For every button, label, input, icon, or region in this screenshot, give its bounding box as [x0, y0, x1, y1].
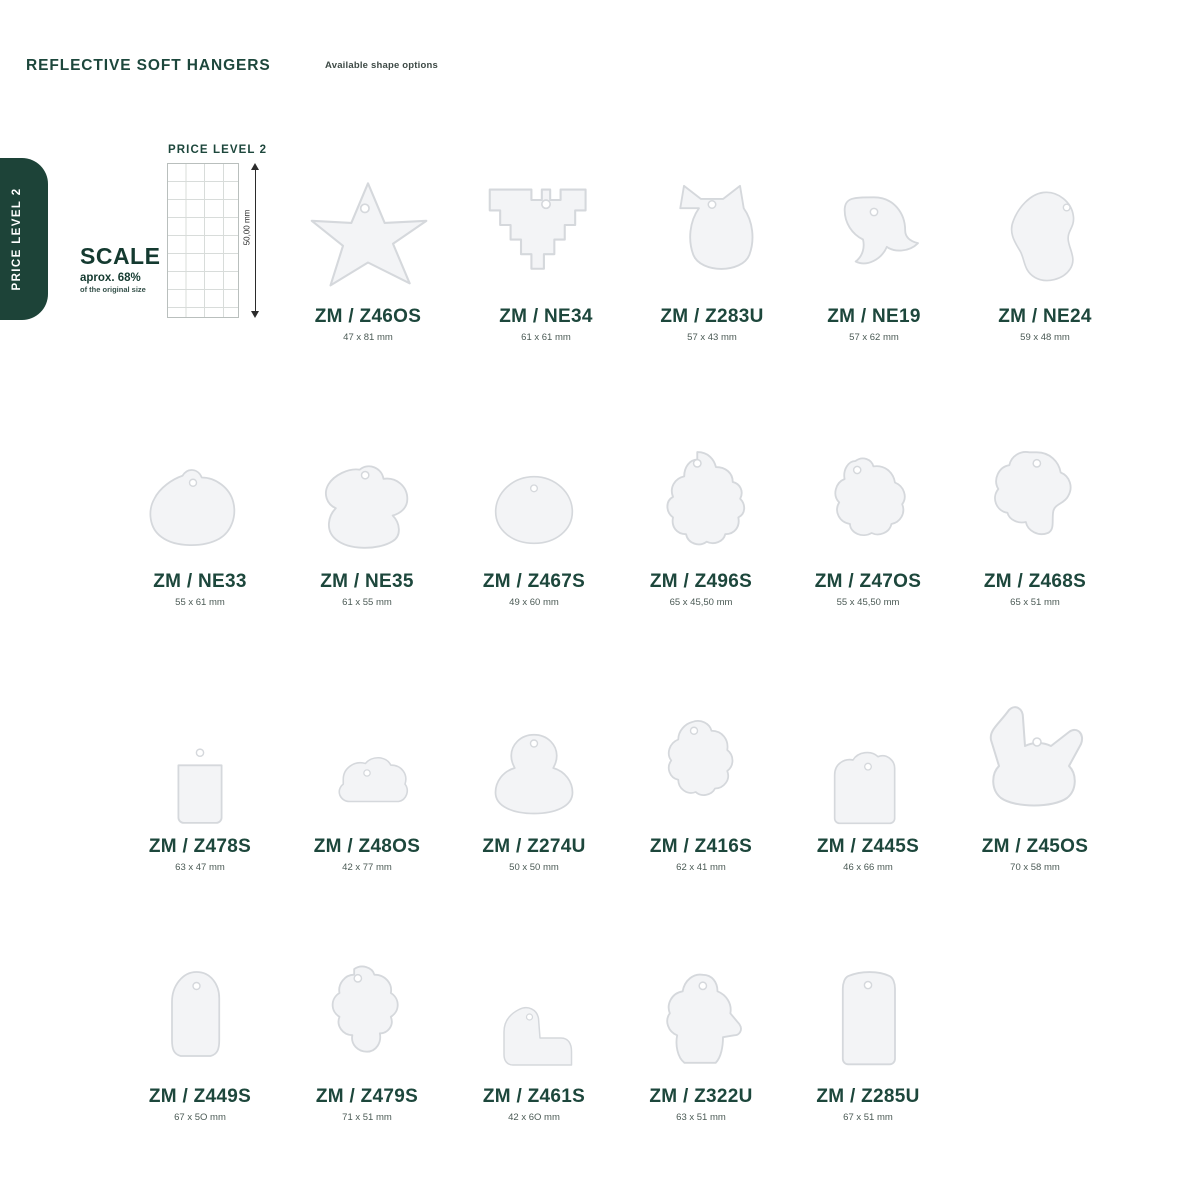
item-size: 42 x 6O mm	[508, 1112, 560, 1123]
shape-preview	[627, 170, 797, 300]
shape-preview	[789, 170, 959, 300]
shape-preview	[616, 435, 786, 565]
item-code: ZM / Z461S	[482, 1086, 586, 1107]
shape-item[interactable]	[950, 700, 1120, 873]
penguin-icon	[148, 955, 253, 1080]
scale-note: of the original size	[80, 285, 146, 294]
item-size: 47 x 81 mm	[343, 332, 393, 343]
shape-item[interactable]	[115, 950, 285, 1123]
shape-preview	[449, 435, 619, 565]
shape-preview	[783, 700, 953, 830]
shape-preview	[449, 950, 619, 1080]
shape-preview	[616, 700, 786, 830]
shape-preview	[449, 700, 619, 830]
bear-stand-icon	[312, 950, 422, 1080]
shape-preview	[115, 435, 285, 565]
item-code: ZM / NE24	[998, 306, 1092, 327]
item-size: 57 x 43 mm	[687, 332, 737, 343]
item-code: ZM / Z45OS	[981, 836, 1089, 857]
item-code: ZM / Z449S	[148, 1086, 252, 1107]
shape-item[interactable]	[449, 435, 619, 608]
item-size: 50 x 50 mm	[509, 862, 559, 873]
scale-text	[80, 243, 170, 294]
price-level-heading: PRICE LEVEL 2	[168, 144, 268, 156]
item-code: ZM / Z274U	[482, 836, 586, 857]
item-code: ZM / Z322U	[649, 1086, 753, 1107]
item-size: 67 x 5O mm	[174, 1112, 226, 1123]
shape-preview	[283, 170, 453, 300]
shape-item[interactable]	[616, 435, 786, 608]
item-code: ZM / NE19	[827, 306, 921, 327]
item-code: ZM / Z467S	[482, 571, 586, 592]
shape-item[interactable]	[282, 950, 452, 1123]
scale-word: SCALE	[80, 243, 161, 269]
item-size: 42 x 77 mm	[342, 862, 392, 873]
shape-item[interactable]	[115, 435, 285, 608]
item-code: ZM / NE35	[320, 571, 414, 592]
price-level-tab	[0, 158, 48, 320]
item-size: 49 x 60 mm	[509, 597, 559, 608]
item-code: ZM / NE34	[499, 306, 593, 327]
shape-item[interactable]	[461, 170, 631, 343]
scale-dimension-arrow	[242, 163, 264, 318]
dog-stand-icon	[980, 435, 1090, 565]
item-code: ZM / Z416S	[649, 836, 753, 857]
item-code: ZM / Z46OS	[314, 306, 422, 327]
shape-item[interactable]	[783, 950, 953, 1123]
item-code: ZM / Z47OS	[814, 571, 922, 592]
ghost-icon	[814, 190, 934, 300]
item-size: 61 x 55 mm	[342, 597, 392, 608]
shape-item[interactable]	[783, 435, 953, 608]
snowman-icon	[482, 720, 587, 830]
item-size: 61 x 61 mm	[521, 332, 571, 343]
bunny-ears-icon	[975, 690, 1095, 830]
shape-item[interactable]	[789, 170, 959, 343]
item-size: 63 x 51 mm	[676, 1112, 726, 1123]
shape-item[interactable]	[283, 170, 453, 343]
shape-item[interactable]	[449, 950, 619, 1123]
scale-reference	[80, 163, 270, 328]
page-subtitle: Available shape options	[325, 60, 438, 71]
bag-icon	[146, 715, 254, 830]
shape-preview	[950, 435, 1120, 565]
shape-item[interactable]	[616, 950, 786, 1123]
boot-icon	[479, 990, 589, 1080]
item-size: 55 x 61 mm	[175, 597, 225, 608]
shape-item[interactable]	[627, 170, 797, 343]
price-level-tab-label: PRICE LEVEL 2	[11, 187, 23, 291]
shape-preview	[115, 700, 285, 830]
item-code: ZM / Z496S	[649, 571, 753, 592]
bunny-sit-icon	[145, 460, 255, 565]
item-code: ZM / Z468S	[983, 571, 1087, 592]
item-size: 67 x 51 mm	[843, 1112, 893, 1123]
shape-preview	[282, 435, 452, 565]
dino-icon	[645, 440, 757, 565]
item-size: 46 x 66 mm	[843, 862, 893, 873]
cloud-icon	[301, 735, 433, 830]
teddy-icon	[649, 705, 754, 830]
item-code: ZM / Z479S	[315, 1086, 419, 1107]
shape-preview	[282, 700, 452, 830]
shape-preview	[960, 170, 1130, 300]
item-size: 71 x 51 mm	[342, 1112, 392, 1123]
shape-item[interactable]	[616, 700, 786, 873]
shape-preview	[616, 950, 786, 1080]
cat-head-icon	[656, 165, 768, 300]
shape-item[interactable]	[950, 435, 1120, 608]
shape-preview	[783, 950, 953, 1080]
house-icon	[809, 730, 927, 830]
shape-preview	[115, 950, 285, 1080]
item-size: 55 x 45,50 mm	[836, 597, 900, 608]
item-code: ZM / NE33	[153, 571, 247, 592]
item-code: ZM / Z283U	[660, 306, 764, 327]
tag-icon	[814, 955, 922, 1080]
item-code: ZM / Z285U	[816, 1086, 920, 1107]
scale-grid	[167, 163, 239, 318]
star-icon	[293, 175, 443, 300]
shape-item[interactable]	[783, 700, 953, 873]
shape-preview	[461, 170, 631, 300]
item-size: 57 x 62 mm	[849, 332, 899, 343]
shape-item[interactable]	[282, 700, 452, 873]
item-size: 70 x 58 mm	[1010, 862, 1060, 873]
shape-item[interactable]	[115, 700, 285, 873]
shape-preview	[282, 950, 452, 1080]
rooster-icon	[646, 965, 756, 1080]
item-code: ZM / Z478S	[148, 836, 252, 857]
item-size: 65 x 45,50 mm	[669, 597, 733, 608]
page-title: REFLECTIVE SOFT HANGERS	[26, 57, 271, 74]
pixel-heart-icon	[484, 175, 609, 300]
shape-preview	[783, 435, 953, 565]
item-code: ZM / Z445S	[816, 836, 920, 857]
item-code: ZM / Z48OS	[313, 836, 421, 857]
shape-preview	[950, 700, 1120, 830]
blob-icon	[995, 175, 1095, 300]
shape-item[interactable]	[282, 435, 452, 608]
shape-item[interactable]	[449, 700, 619, 873]
item-size: 63 x 47 mm	[175, 862, 225, 873]
item-size: 62 x 41 mm	[676, 862, 726, 873]
item-size: 59 x 48 mm	[1020, 332, 1070, 343]
frog-icon	[475, 465, 593, 565]
scale-approx: aprox. 68%	[80, 272, 141, 284]
squirrel-icon	[312, 455, 422, 565]
shape-item[interactable]	[960, 170, 1130, 343]
item-size: 65 x 51 mm	[1010, 597, 1060, 608]
scale-dimension-label: 50,00 mm	[242, 209, 252, 246]
bear-sit-icon	[814, 447, 922, 565]
